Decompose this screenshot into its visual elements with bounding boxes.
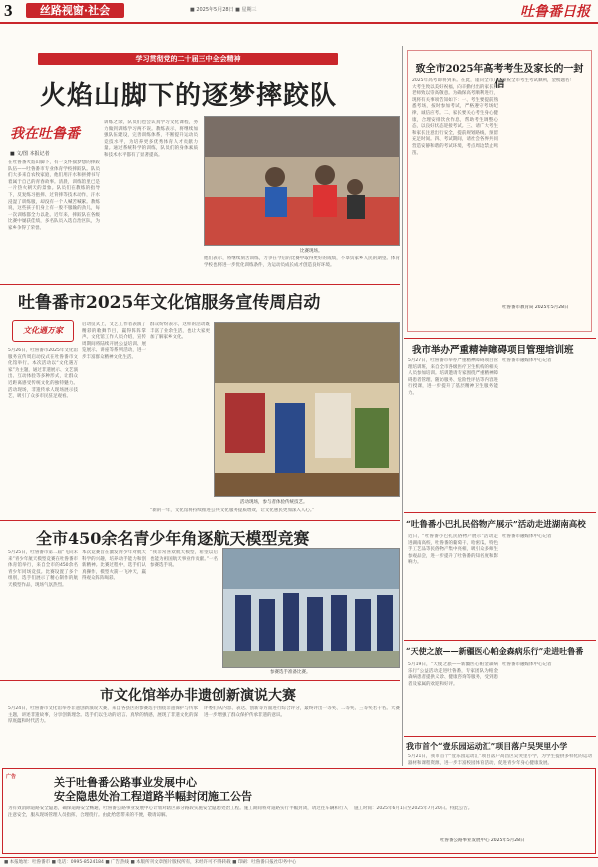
- intangible-body-2: 评委们从内容、表达、创新等方面进行综合评分，最终评出一等奖、二等奖、三等奖若干名。大赛进一步增强了群众保护传承非遗的意识。: [204, 706, 400, 718]
- aerospace-headline: 全市450余名青少年角逐航天模型竞赛: [36, 529, 310, 548]
- aerospace-photo-caption: 参赛选手准备比赛。: [270, 670, 311, 675]
- wrestling-photo: [204, 116, 400, 246]
- culture-photo: [214, 322, 400, 497]
- top-rule: [0, 22, 598, 24]
- sports-body: 近日，“吐鲁番小巴扎民俗物产展示”活动走进湖南高校，吐鲁番的葡萄干、哈密瓜、特色手工艺品等民俗物产集中亮相，吸引众多师生参观品尝，进一步提升了吐鲁番的知名度和影响力。: [408, 534, 498, 566]
- culture-body-2: 启动仪式上，文艺工作者表演了精彩的歌舞节目，赢得阵阵掌声。文化馆工作人员介绍，宣传周期间将陆续开展公益培训、展览展示、讲座等系列活动，进一步丰富群众精神文化生活。: [82, 322, 146, 360]
- issue-info: ■ 2025年5月28日 ■ 星期三: [190, 7, 257, 13]
- letter-title: 致全市2025年高考考生及家长的一封信: [415, 64, 584, 90]
- intangible-headline: 市文化馆举办非遗创新演说大赛: [100, 688, 296, 704]
- culture-photo-image: [215, 323, 400, 497]
- ecology-body: 5月27日，吐鲁番市举办严重精神障碍项目管理培训班，来自全市各级医疗卫生机构的相关人员参加培训。培训邀请专家围绕严重精神障碍患者管理、随访服务、危险性评估等内容进行授课，进一步提升了基层精神卫生服务能力。: [408, 358, 498, 396]
- lead-byline: ■ 文/图 本报记者: [10, 151, 50, 157]
- school-body: 5月21日，我市首个“壹乐园运动汇”项目落户高昌区吴哭里小学，为学生提供多样化的运动器材和课程资源，进一步丰富校园体育活动，促进青少年身心健康发展。: [408, 754, 592, 766]
- letter-body-right: 预祝全市考生考试顺利，金榜题名！: [502, 78, 574, 83]
- paper-logo: 吐鲁番日报: [520, 4, 590, 20]
- section-title: 丝路视窗·社会: [26, 3, 124, 18]
- sports-headline: “吐鲁番小巴扎民俗物产展示”活动走进湖南高校: [406, 520, 586, 530]
- aerospace-body-1: 5月25日，吐鲁番市第二届“飞向未来”青少年航天模型竞赛在吐鲁番市体育馆举行，来自全市的450余名青少年同场竞技。比赛设置了多个组别，选手们展示了精心制作的航天模型作品，现场气氛热烈。: [8, 550, 78, 588]
- culture-body-3: 群众纷纷表示，这样的活动既丰富了业余生活，也让大家更加了解家乡文化。: [150, 322, 210, 341]
- column-logo: 我在吐鲁番: [10, 126, 80, 142]
- aerospace-body-2: 本次竞赛旨在激发青少年对航天科学的兴趣，培养动手能力和创新精神。比赛过程中，选手们认真操作，模型火箭一飞冲天，赢得观众阵阵喝彩。: [82, 550, 146, 582]
- section-rule: [0, 284, 400, 285]
- lead-body-right: 他们表示，将继续刻苦训练，力争在今后的比赛中取得更好的成绩，不辜负家乡人民的期望。体育学校也将进一步优化训练条件，为运动员成长成才创造良好环境。: [204, 256, 400, 268]
- page-number: 3: [4, 1, 13, 20]
- culture-headline: 吐鲁番市2025年文化馆服务宣传周启动: [18, 293, 321, 313]
- right-rule-2: [404, 512, 596, 513]
- school-headline: 我市首个“壹乐园运动汇”项目落户吴哭里小学: [406, 741, 568, 751]
- culture-body-1: 5月26日，吐鲁番市2025年文化馆服务宣传周启动仪式在吐鲁番市文化馆举行。本次活动以“文化遇万家”为主题，通过非遗展示、文艺演出、互动体验等多种形式，让群众近距离感受传统文化的独特魅力。活动现场，非遗传承人现场展示技艺，吸引了众多市民驻足观看。: [8, 348, 78, 400]
- ecology-byline: 吐鲁番市融媒体中心记者: [502, 358, 552, 363]
- lead-photo-caption: 比赛现场。: [300, 249, 323, 254]
- tourism-body: 5月19日，“天使之旅——新疆医心帕金森病乐行”公益活动走进吐鲁番，专家团队为帕金森病患者提供义诊、健康咨询等服务，受到患者及家属的欢迎和好评。: [408, 662, 498, 687]
- lead-body-left: 在吐鲁番火焰山脚下，有一支怀揣梦想的摔跤队伍——吐鲁番市专业体育学校摔跤队。队员们大多来自农牧家庭，他们用汗水和拼搏书写着属于自己的青春故事。清晨，训练馆里已是一片热火朝天的景象。队员们在教练的指导下，反复练习抱摔、过背摔等技术动作，汗水浸湿了训练服，却没有一个人喊苦喊累。教练说，这些孩子们身上有一股不服输的劲儿，每一次训练都全力以赴。近年来，摔跤队在各级比赛中屡获佳绩，多名队员入选自治区队，为家乡争得了荣誉。: [8, 160, 100, 231]
- right-rule-4: [404, 736, 596, 737]
- ad-body-2: 施工时间：2025年6月1日至2025年7月20日。特此公告。: [354, 806, 473, 811]
- letter-body-left: 2025年高考即将到来。在此，谨向全市广大考生致以美好祝福，向辛勤付出的家长和老师致以崇高敬意。为确保高考顺利进行，现将有关事项告知如下：一、考生要提前熟悉考场，按时参加考试，严格遵守考场纪律，诚信应考。二、家长要关心考生身心健康，合理安排饮食作息，帮助考生调整心态，以良好状态迎接考试。三、请广大考生和家长注意出行安全，提前规划路线，预留充足时间。四、考试期间，请社会各界共同营造安静和谐的考试环境，考点周边禁止鸣笛。: [412, 78, 498, 156]
- tourism-headline: “天使之旅——新疆医心帕金森病乐行”走进吐鲁番: [406, 646, 584, 656]
- footer: ■ 本报地址：吐鲁番市 ■ 电话：0995-8524184 ■ 广告热线 ■ 本版所刊文章图片版权所有，未经许可不得转载 ■ 印刷：吐鲁番日报社印务中心: [0, 857, 598, 867]
- ad-body: 为有效消除道路安全隐患，确保道路安全畅通，吐鲁番公路事业发展中心计划对辖区部分路段实施安全隐患处治工程。施工期间将对道路实行半幅封闭，请过往车辆和行人注意安全，服从现场管理人员指挥，合理绕行。由此给您带来的不便，敬请谅解。: [8, 806, 348, 818]
- wrestling-photo-image: [205, 117, 400, 246]
- ecology-headline: 我市举办严重精神障碍项目管理培训班: [412, 345, 574, 356]
- lead-headline: 火焰山脚下的逐梦摔跤队: [40, 81, 338, 111]
- ad-title-2: 安全隐患处治工程道路半幅封闭施工公告: [54, 790, 252, 803]
- letter-signature: 吐鲁番市教育局 2025年5月28日: [502, 305, 569, 310]
- section-rule-3: [0, 680, 400, 681]
- lead-body-mid: 训练之余，队员们也会认真学习文化课程，努力做到训练学习两不误。教练表示，将继续加强队伍建设，完善训练体系，不断提升运动员竞技水平，为培养更多优秀体育人才贡献力量。通过系统科学的训练，队员们的身体素质和技术水平都有了显著提高。: [104, 120, 198, 158]
- right-rule-3: [404, 640, 596, 641]
- ad-title-1: 关于吐鲁番公路事业发展中心: [54, 776, 197, 789]
- right-rule-1: [404, 338, 596, 339]
- section-rule-2: [0, 520, 400, 521]
- ad-tag: 广告: [6, 774, 17, 780]
- masthead: [0, 0, 598, 22]
- intangible-body-1: 5月24日，吐鲁番市文化馆举办非遗创新演说大赛，来自各县区的参赛选手围绕非遗保护与传承主题，讲述非遗故事，分享创新理念。选手们以生动的语言、真挚的情感，展现了非遗文化的深厚底蕴和时代活力。: [8, 706, 198, 725]
- culture-body-4: “新的一年，文化馆将持续推进公共文化服务提质增效，让文化惠民更加深入人心。”: [150, 508, 315, 513]
- tourism-byline: 吐鲁番市融媒体中心记者: [502, 662, 552, 667]
- culture-badge: 文化遇万家: [12, 320, 74, 342]
- topic-banner: 学习贯彻党的二十届三中全会精神: [38, 53, 338, 65]
- aerospace-photo-image: [223, 549, 400, 668]
- aerospace-photo: [222, 548, 400, 668]
- culture-photo-caption: 活动现场，参与者体验传统技艺。: [240, 500, 308, 505]
- aerospace-body-3: “我非常喜欢航天模型，希望以后也能为祖国航天事业作贡献。”一名参赛选手说。: [150, 550, 218, 569]
- ad-signature: 吐鲁番公路事业发展中心 2025年5月28日: [440, 838, 525, 843]
- column-divider: [402, 46, 403, 766]
- sports-byline: 吐鲁番市融媒体中心记者: [502, 534, 552, 539]
